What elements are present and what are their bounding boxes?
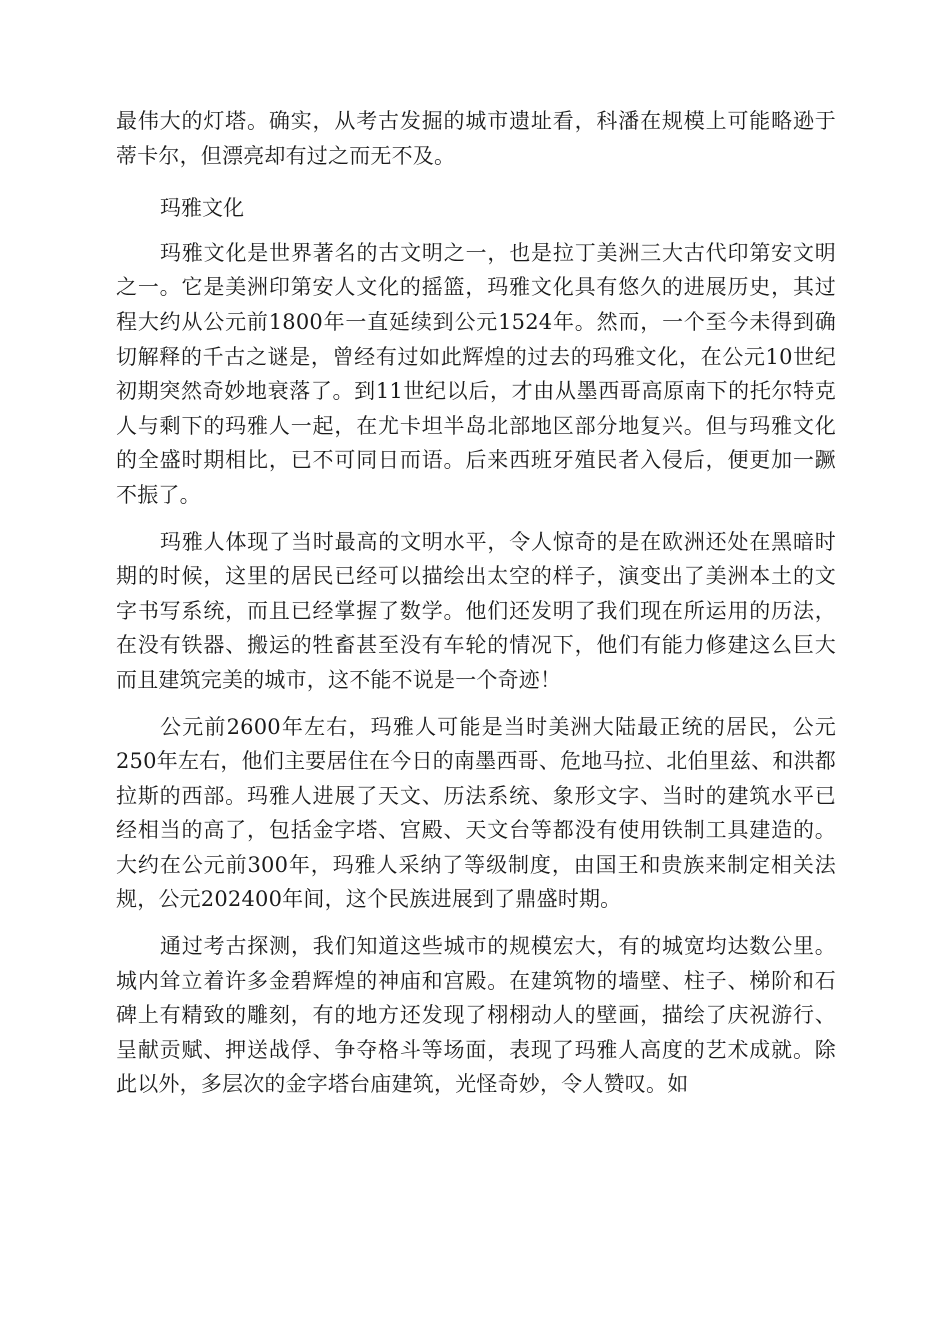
paragraph-maya-overview: 玛雅文化是世界著名的古文明之一，也是拉丁美洲三大古代印第安文明之一。它是美洲印第安人文化的摇篮，玛雅文化具有悠久的进展历史，其过程大约从公元前1800年一直延续到公元1524年。然而，一个至今未得到确切解释的千古之谜是，曾经有过如此辉煌的过去的玛雅文化，在公元10世纪初期突然奇妙地衰落了。到11世纪以后，才由从墨西哥高原南下的托尔特克人与剩下的玛雅人一起，在尤卡坦半岛北部地区部分地复兴。但与玛雅文化的全盛时期相比，已不可同日而语。后来西班牙殖民者入侵后，便更加一蹶不振了。 [116,240,836,507]
paragraph-maya-civilization: 玛雅人体现了当时最高的文明水平，令人惊奇的是在欧洲还处在黑暗时期的时候，这里的居民已经可以描绘出太空的样子，演变出了美洲本土的文字书写系统，而且已经掌握了数学。他们还发明了我们现在所运用的历法，在没有铁器、搬运的牲畜甚至没有车轮的情况下，他们有能力修建这么巨大而且建筑完美的城市，这不能不说是一个奇迹！ [116,529,836,692]
paragraph-maya-history: 公元前2600年左右，玛雅人可能是当时美洲大陆最正统的居民，公元250年左右，他们主要居住在今日的南墨西哥、危地马拉、北伯里兹、和洪都拉斯的西部。玛雅人进展了天文、历法系统、象形文字、当时的建筑水平已经相当的高了，包括金字塔、宫殿、天文台等都没有使用铁制工具建造的。大约在公元前300年，玛雅人采纳了等级制度，由国王和贵族来制定相关法规，公元202400年间，这个民族进展到了鼎盛时期。 [116,714,836,912]
section-heading: 玛雅文化 [160,196,244,221]
paragraph-maya-cities: 通过考古探测，我们知道这些城市的规模宏大，有的城宽均达数公里。城内耸立着许多金碧辉煌的神庙和宫殿。在建筑物的墙壁、柱子、梯阶和石碑上有精致的雕刻，有的地方还发现了栩栩动人的壁画，描绘了庆祝游行、呈献贡赋、押送战俘、争夺格斗等场面，表现了玛雅人高度的艺术成就。除此以外，多层次的金字塔台庙建筑，光怪奇妙，令人赞叹。如 [116,934,836,1097]
intro-paragraph: 最伟大的灯塔。确实，从考古发掘的城市遗址看，科潘在规模上可能略逊于蒂卡尔，但漂亮却有过之而无不及。 [116,109,836,168]
document-page [116,104,836,1102]
